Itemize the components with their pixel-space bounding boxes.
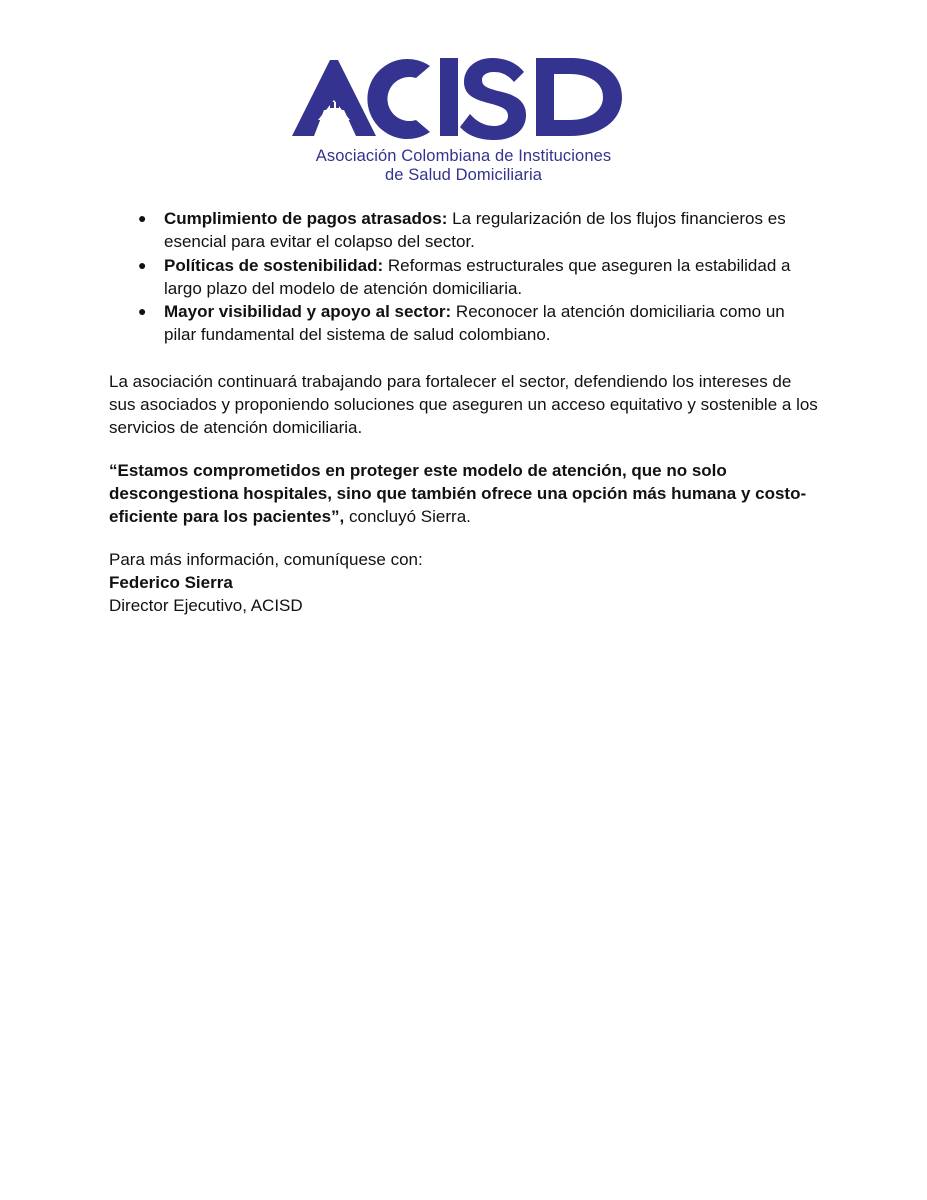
- bullet-text: Reconocer la atención domiciliaria como un pilar fundamental del sistema de salud colombiano.: [164, 302, 785, 345]
- bullet-heading: Políticas de sostenibilidad:: [164, 255, 384, 275]
- quote-text: “Estamos comprometidos en proteger este modelo de atención, que no solo descongestiona hospitales, sino que también ofrece una opción más humana y costo-eficiente para los pacientes”,: [109, 460, 807, 527]
- bullet-dot-icon: ●: [138, 256, 147, 273]
- acisd-logo: [0, 52, 927, 192]
- paragraph-association: La asociación continuará trabajando para fortalecer el sector, defendiendo los intereses de sus asociados y proponiendo soluciones que aseguren un acceso equitativo y sostenible a los servicios de atención domiciliaria.: [109, 371, 818, 438]
- logo-letter-i: [440, 58, 458, 136]
- bullet-text: La regularización de los flujos financieros es esencial para evitar el colapso del sector.: [164, 209, 786, 252]
- bullet-heading: Cumplimiento de pagos atrasados:: [164, 209, 448, 228]
- bullet-item: [109, 254, 821, 301]
- contact-name: Federico Sierra: [109, 572, 233, 592]
- logo-subtitle-line1: Asociación Colombiana de Instituciones: [315, 147, 612, 165]
- bullet-text: Reformas estructurales que aseguren la estabilidad a largo plazo del modelo de atención domiciliaria.: [164, 255, 791, 298]
- contact-block: [109, 548, 821, 618]
- acisd-logo-wordmark: [292, 52, 637, 142]
- logo-letter-d: [536, 58, 622, 136]
- bullet-list: [109, 207, 821, 347]
- quote-attribution: concluyó Sierra.: [344, 507, 471, 527]
- logo-subtitle-line2: de Salud Domiciliaria: [384, 166, 543, 184]
- contact-intro: Para más información, comuníquese con:: [109, 549, 423, 569]
- bullet-dot-icon: ●: [138, 210, 147, 226]
- logo-letter-s: [460, 58, 526, 140]
- bullet-heading: Mayor visibilidad y apoyo al sector:: [164, 302, 452, 322]
- logo-letter-c: [367, 59, 430, 139]
- quote-paragraph: [109, 459, 821, 529]
- contact-role: Director Ejecutivo, ACISD: [109, 596, 303, 616]
- bullet-dot-icon: ●: [138, 303, 147, 320]
- bullet-item: [109, 300, 821, 347]
- bullet-item: [109, 207, 821, 254]
- document-body: [109, 207, 821, 617]
